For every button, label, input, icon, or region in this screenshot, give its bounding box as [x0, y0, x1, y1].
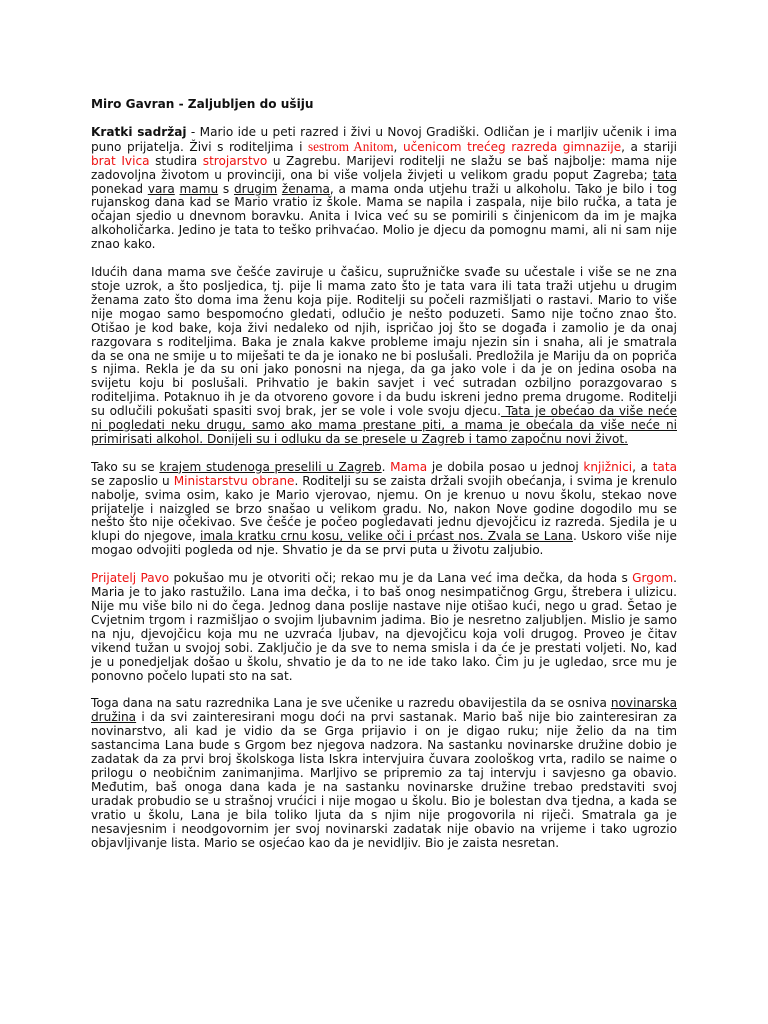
text-run: Toga dana na satu razrednika Lana je sve učenike u razredu obavijestila da se osniva	[91, 696, 611, 711]
highlight-grga: Grgom	[632, 571, 674, 586]
text-run: je dobila posao u jednoj	[427, 459, 584, 474]
highlight-engineering: strojarstvo	[202, 153, 268, 168]
underline-mamu: mamu	[179, 181, 219, 196]
text-run: . Maria je to jako rastužilo. Lana ima dečka, i to baš onog nesimpatičnog Grgu, štrebera i ulizicu. Nije mu više bilo ni do čega. Jednog dana poslije nastave nije otišao kući, nego u grad. Šetao je Cvjetnim trgom i razmišljao o svojim ljubavnim jadima. Bio je nesretno zaljubljen. Mislio je samo na nju, djevojčicu koja mu ne uzvraća ljubav, na djevojčicu koja voli drugog. Proveo je čitav vikend tužan u svojoj sobi. Zaključio je da sve to nema smisla i da će je prestati voljeti. No, kad je u ponedjeljak došao u školu, shvatio je da to ne ide tako lako. Čim ju je ugledao, srce mu je ponovno počelo lupati sto na sat.	[91, 571, 677, 683]
text-run: . Roditelji su se zaista držali svojih obećanja, i svima je krenulo nabolje, svima osim, kako je Mario vjerovao, njemu. On je krenuo u novu školu, stekao nove prijatelje i naizgled se brzo snašao u velikom gradu. No, nakon Nove godine dogodilo mu se nešto što nije očekivao. Sve češće je počeo pogledavati jednu djevojčicu iz razreda. Sjedila je u klupi do njegove,	[91, 473, 677, 544]
highlight-tata: tata	[652, 459, 677, 474]
text-run: pokušao mu je otvoriti oči; rekao mu je da Lana već ima dečka, da hoda s	[169, 571, 633, 586]
paragraph-2	[91, 266, 677, 447]
underline-lana-description: imala kratku crnu kosu, velike oči i prćast nos. Zvala se Lana	[200, 529, 573, 544]
text-run: ,	[393, 139, 403, 154]
text-run: .	[381, 459, 391, 474]
text-run: . Uskoro više nije mogao odvojiti pogleda od nje. Shvatio je da se prvi puta u životu zaljubio.	[91, 529, 677, 558]
highlight-pavo: Prijatelj Pavo	[91, 571, 170, 586]
text-run: se zaposlio u	[91, 473, 174, 488]
underline-drugim: drugim	[233, 181, 278, 196]
text-run: - Mario ide u peti razred i živi u Novoj Gradiški. Odličan je i marljiv učenik i ima puno prijatelja. Živi s roditeljima i	[91, 124, 677, 154]
highlight-ministry: Ministarstvu obrane	[173, 473, 295, 488]
highlight-gymnasium: učenicom trećeg razreda gimnazije	[402, 139, 622, 154]
underline-promise: Tata je obećao da više neće ni pogledati neku drugu, samo ako mama prestane piti, a mama je obećala da više neće ni primirisati alkohol. Donijeli su i odluku da se presele u Zagreb i tamo započnu novi život.	[91, 404, 677, 446]
underline-journalism-club: novinarska družina	[91, 696, 677, 725]
document-page	[91, 98, 677, 864]
underline-tata: tata	[652, 167, 677, 182]
paragraph-3	[91, 461, 677, 558]
summary-label: Kratki sadržaj	[91, 124, 187, 139]
highlight-library: knjižnici	[583, 459, 633, 474]
text-run: studira	[149, 153, 203, 168]
text-run: i da svi zainteresirani mogu doći na prvi sastanak. Mario baš nije bio zainteresiran za novinarstvo, ali kad je vidio da se Grga prijavio i on je digao ruku; nije želio da na tim sastancima Lana bude s Grgom bez njegova nadzora. Na sastanku novinarske družine dobio je zadatak da za prvi broj školskoga lista Iskra intervjuira čuvara zoološkog vrta, radilo se naime o prilogu o neobičnim zanimanjima. Marljivo se pripremio za taj intervju i savjesno ga obavio. Međutim, baš onoga dana kada je na sastanku novinarske družine trebao predstaviti svoj uradak probudio se u strašnoj vrućici i nije mogao u školu. Bio je bolestan dva tjedna, a kada se vratio u školu, Lana je bila toliko ljuta da s njim nije progovorila ni riječi. Smatrala ga je nesavjesnim i neodgovornim jer svoj novinarski zadatak nije obavio na vrijeme i tako ugrozio objavljivanje lista. Mario se osjećao kao da je nevidljiv. Bio je zaista nesretan.	[91, 710, 677, 850]
paragraph-summary	[91, 126, 677, 252]
document-title: Miro Gavran - Zaljubljen do ušiju	[91, 97, 314, 111]
text-run: ponekad	[91, 181, 148, 196]
text-run: u Zagrebu. Marijevi roditelji ne slažu se baš najbolje: mama nije zadovoljna životom u provinciji, ona bi više voljela živjeti u velikom gradu poput Zagreba;	[91, 153, 677, 182]
text-run: Tako su se	[91, 459, 160, 474]
highlight-sister: sestrom Anitom	[307, 138, 394, 154]
paragraph-4	[91, 572, 677, 683]
text-run: , a mama onda utjehu traži u alkoholu. Tako je bilo i tog rujanskog dana kad se Mario vratio iz škole. Mama se napila i zaspala, nije bilo ručka, a tata je očajan sjedio u dnevnom boravku. Anita i Ivica već su se pomirili s činjenicom da im je majka alkoholičarka. Jedino je tata to teško prihvaćao. Molio je djecu da pomognu mami, ali ni sam nije znao kako.	[91, 181, 677, 252]
text-run: Idućih dana mama sve češće zaviruje u čašicu, supružničke svađe su učestale i više se ne zna stoje uzrok, a što posljedica, tj. pije li mama zato što je tata vara ili tata traži utjehu u drugim ženama zato što doma ima ženu koja pije. Roditelji su počeli razmišljati o rastavi. Mario to više nije mogao samo bespomoćno gledati, odlučio je nešto poduzeti. Samo nije točno znao što. Otišao je kod bake, koja živi nedaleko od njih, ispričao joj što se događa i zamolio je da onaj razgovara s roditeljima. Baka je znala kakve probleme imaju njezin sin i snaha, ali je smatrala da se ona ne smije u to miješati te da je ionako ne bi poslušali. Predložila je Mariju da on popriča s njima. Rekla je da su oni jako ponosni na njega, da ga jako vole i da je on jedina osoba na svijetu koju bi poslušali. Prihvatio je bakin savjet i već sutradan ozbiljno porazgovarao s roditeljima. Potaknuo ih je da otvoreno govore i da budu iskreni jedno prema drugome. Roditelji su odlučili pokušati spasiti svoj brak, jer se vole i vole svoju djecu.	[91, 265, 677, 419]
underline-vara: vara	[147, 181, 175, 196]
text-run: , a	[632, 459, 653, 474]
text-run: , a stariji	[621, 139, 677, 154]
paragraph-5	[91, 697, 677, 850]
underline-zenama: ženama	[281, 181, 330, 196]
highlight-brother: brat Ivica	[91, 153, 150, 168]
text-run: s	[218, 181, 234, 196]
highlight-mama: Mama	[390, 459, 428, 474]
underline-moved: krajem studenoga preselili u Zagreb	[159, 459, 382, 474]
